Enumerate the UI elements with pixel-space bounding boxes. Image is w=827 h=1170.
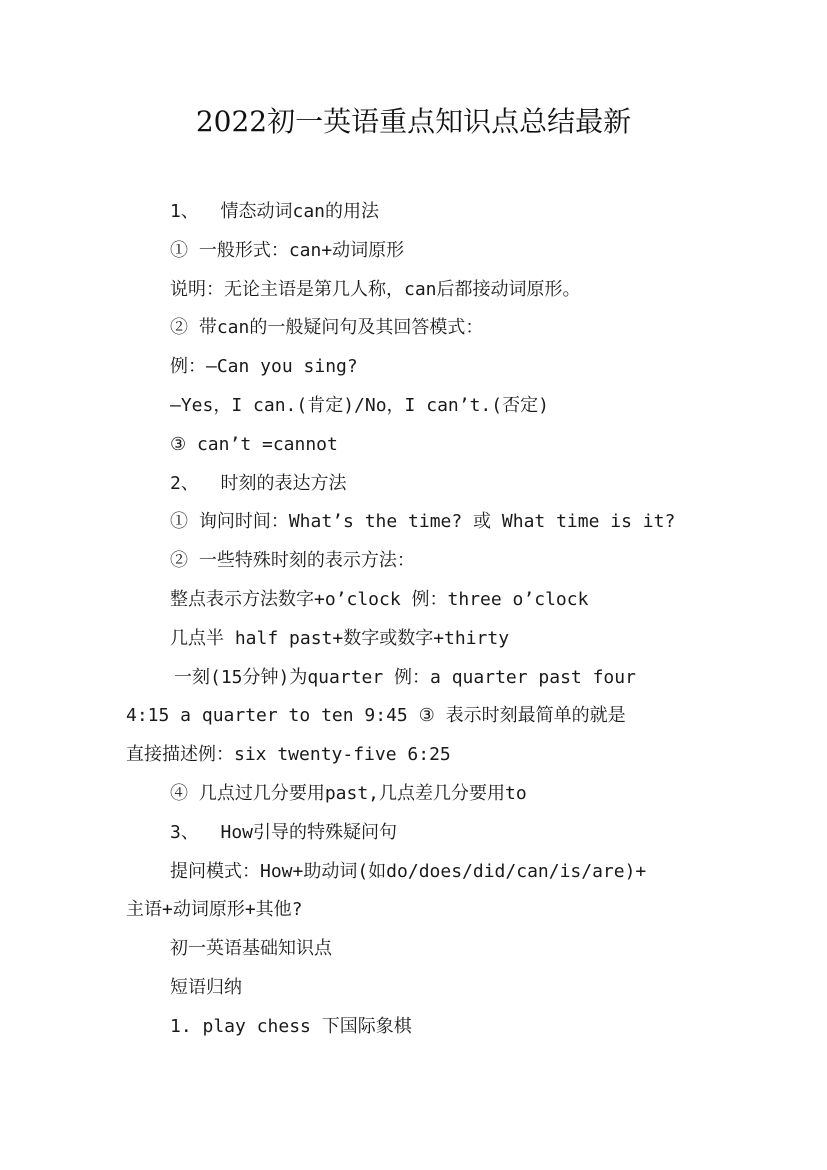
paragraph-line: 主语+动词原形+其他? <box>126 899 303 921</box>
section-heading: 1、 情态动词can的用法 <box>170 201 380 222</box>
section-heading: 3、 How引导的特殊疑问句 <box>170 821 398 843</box>
section-heading: 2、 时刻的表达方法 <box>170 472 347 494</box>
subheading: 初一英语基础知识点 <box>170 938 332 960</box>
paragraph-line: ① 一般形式：can+动词原形 <box>170 239 405 261</box>
paragraph-line: 说明：无论主语是第几人称，can后都接动词原形。 <box>170 278 581 300</box>
paragraph-line: 例：—Can you sing? <box>170 356 358 378</box>
paragraph-line: 一刻(15分钟)为quarter 例：a quarter past four <box>174 666 636 688</box>
paragraph-line: ② 带can的一般疑问句及其回答模式： <box>170 317 484 339</box>
paragraph-line: ④ 几点过几分要用past,几点差几分要用to <box>170 782 527 804</box>
document-title: 2022初一英语重点知识点总结最新 <box>195 105 632 138</box>
paragraph-line: ③ can’t =cannot <box>170 433 338 455</box>
subheading: 短语归纳 <box>170 976 242 998</box>
paragraph-line: ① 询问时间：What’s the time? 或 What time is it? <box>170 511 676 533</box>
document-body <box>126 193 706 1047</box>
paragraph-line: ② 一些特殊时刻的表示方法： <box>170 550 415 572</box>
paragraph-line: —Yes，I can.(肯定)/No，I can’t.(否定) <box>170 394 549 416</box>
list-item: 1. play chess 下国际象棋 <box>170 1015 412 1037</box>
paragraph-line: 直接描述例：six twenty-five 6:25 <box>126 744 451 766</box>
paragraph-line: 整点表示方法数字+o’clock 例：three o’clock <box>170 588 589 610</box>
paragraph-line: 4:15 a quarter to ten 9:45 ③ 表示时刻最简单的就是 <box>126 705 626 727</box>
paragraph-line: 提问模式：How+助动词(如do/does/did/can/is/are)+ <box>170 860 647 882</box>
paragraph-line: 几点半 half past+数字或数字+thirty <box>170 627 510 649</box>
